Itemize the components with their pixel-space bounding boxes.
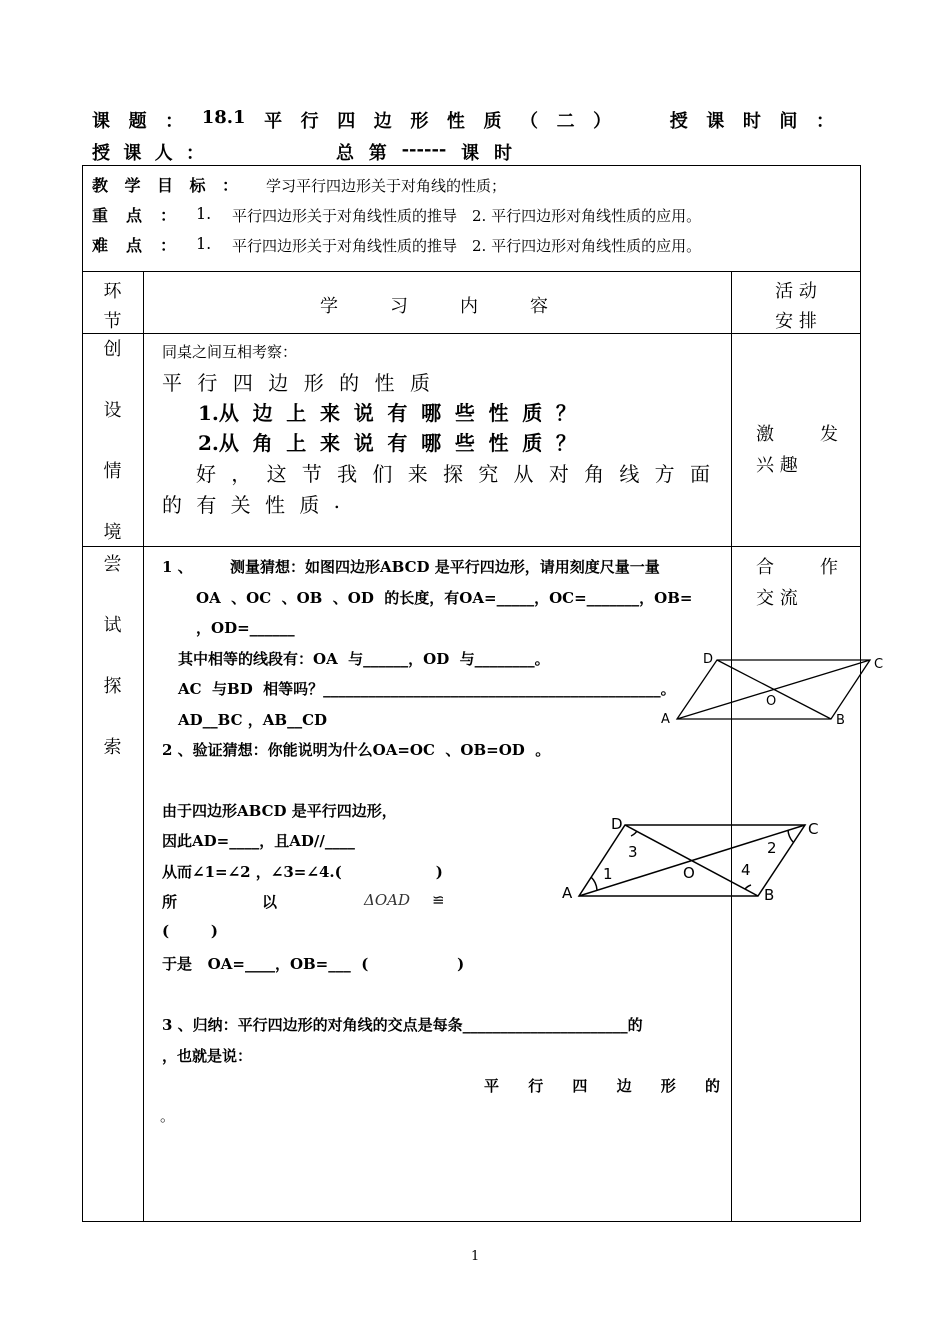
text-char: ？ [555, 431, 576, 455]
key-text: 平行四边形关于对角线性质的推导 2. 平行四边形对角线性质的应用。 [232, 207, 702, 225]
center-label: O [683, 864, 695, 882]
text-char: 究 [478, 462, 499, 486]
vertex-label: D [703, 652, 714, 667]
header-char: 第 [368, 143, 387, 164]
label-char: ： [221, 176, 238, 195]
header-char: 时 [493, 143, 512, 164]
q3-line3 [484, 1075, 720, 1096]
section2-activity-line2: 交 流 [756, 588, 798, 609]
label-char: 目 [156, 176, 173, 195]
header-row2a [92, 139, 204, 165]
text-char: 四 [232, 371, 253, 395]
vertex-label: C [874, 657, 884, 672]
header-char: 课 [92, 111, 110, 132]
text-char: 上 [286, 431, 307, 455]
angle-arc-1 [591, 877, 597, 890]
text-char: 从 [513, 462, 534, 486]
header-char: 节 [103, 311, 122, 332]
text-char: 方 [654, 462, 675, 486]
text-char: 有 [196, 493, 217, 517]
text-char: 角 [252, 431, 273, 455]
header-char: 内 [460, 296, 478, 317]
objective-label [92, 173, 238, 196]
label-char: 点 [125, 206, 142, 225]
angle-arc-2 [788, 830, 793, 842]
stage-char: 索 [103, 737, 122, 758]
proof-line3: 从而∠1=∠2 ，∠3=∠4.( ) [162, 863, 443, 881]
vertex-label: C [808, 820, 819, 838]
activity-char: 发 [820, 424, 838, 445]
section1-line2 [198, 397, 576, 426]
text-char: 哪 [421, 431, 442, 455]
text-char: 性 [264, 493, 285, 517]
header-char: 学 [320, 296, 338, 317]
q1-line4: 其中相等的线段有：OA 与______，OD 与________。 [178, 650, 550, 668]
label-char: 学 [124, 176, 141, 195]
angle-label: 1 [603, 865, 613, 883]
vertex-label: A [562, 884, 573, 902]
stage-char: 尝 [103, 554, 122, 575]
objective-text: 学习平行四边形关于对角线的性质； [266, 177, 507, 195]
label-char: 标 [189, 176, 206, 195]
header-char: 间 [779, 111, 798, 132]
q2-text: 2 、验证猜想：你能说明为什么OA=OC 、OB=OD 。 [162, 741, 551, 759]
stage-char: 探 [103, 676, 122, 697]
text-char: 好 [196, 462, 216, 486]
section1-line1 [162, 367, 430, 396]
text-char: 上 [286, 401, 307, 425]
header-char: 环 [103, 281, 122, 302]
text-char: 质 [299, 493, 320, 517]
label-char: 教 [92, 176, 109, 195]
text-char: 关 [230, 493, 251, 517]
table-divider [143, 271, 144, 1222]
difficult-text: 平行四边形关于对角线性质的推导 2. 平行四边形对角线性质的应用。 [232, 237, 702, 255]
label-char: ： [159, 236, 176, 255]
center-label: O [766, 694, 777, 709]
q1-text: 测量猜想：如图四边形ABCD 是平行四边形，请用刻度尺量一量 [230, 558, 660, 576]
header-char: 形 [410, 111, 429, 132]
activity-char: 合 [756, 557, 774, 578]
table-divider [82, 271, 861, 272]
text-char: 性 [488, 401, 509, 425]
text-char: 这 [266, 462, 287, 486]
text-char: 些 [454, 401, 475, 425]
text-char: 说 [353, 431, 374, 455]
header-char: 性 [446, 111, 465, 132]
text-char: 说 [353, 401, 374, 425]
text-char: 来 [320, 431, 340, 455]
text-char: 形 [303, 371, 324, 395]
angle-label: 3 [628, 843, 638, 861]
text-char: 的 [162, 493, 182, 517]
proof-line5: ( ) [162, 922, 218, 940]
text-char: 些 [454, 431, 475, 455]
header-char: 习 [390, 296, 408, 317]
header-char: ： [185, 143, 204, 164]
activity-char: 激 [756, 424, 774, 445]
proof-line6: 于是 OA=____，OB=___ ( ) [162, 955, 465, 973]
text-char: 哪 [421, 401, 442, 425]
q3-text: 3 、归纳：平行四边形的对角线的交点是每条______________________的 [162, 1016, 643, 1034]
section1-line5 [162, 489, 340, 518]
label-char: ： [159, 206, 176, 225]
text-char: 来 [407, 462, 428, 486]
angle-label: 2 [767, 839, 777, 857]
text-char: 平 [162, 371, 182, 395]
header-char: 边 [373, 111, 392, 132]
stage-char: 情 [103, 461, 122, 482]
difficult-label [92, 233, 176, 256]
vertex-label: B [836, 713, 845, 728]
table-divider [731, 271, 732, 1222]
q1-line5: AC 与BD 相等吗？_____________________________________________。 [178, 680, 676, 698]
text-char: 质 [522, 401, 543, 425]
text-char: 线 [619, 462, 640, 486]
table-divider [82, 546, 861, 547]
text-char: 的 [339, 371, 360, 395]
header-char: 人 [154, 143, 173, 164]
text-char: 性 [374, 371, 395, 395]
text-char: 有 [387, 431, 408, 455]
section1-line3 [198, 427, 576, 456]
header-line: 安 排 [775, 311, 817, 332]
header-char: 授 [669, 111, 688, 132]
section2-activity-line1 [756, 553, 838, 579]
proof-line4-b: 以 [262, 893, 278, 911]
q1-line6: AD__BC ，AB__CD [178, 711, 328, 729]
text-char: 角 [584, 462, 605, 486]
vertex-label: A [661, 712, 670, 727]
section1-activity-line2: 兴 趣 [756, 455, 798, 476]
text-char: 边 [252, 401, 273, 425]
diagonal-bd [625, 825, 758, 896]
angle-label: 4 [741, 861, 751, 879]
angle-arc-3 [631, 831, 637, 836]
text-char: 行 [528, 1077, 544, 1095]
q1-number: 1 、 [162, 558, 193, 576]
parallelogram-figure-2 [555, 812, 830, 907]
col-stage-header [82, 277, 143, 337]
parallelogram-figure-1 [655, 648, 890, 733]
key-label [92, 203, 176, 226]
angle-arc-4 [745, 885, 751, 889]
text-char: 质 [409, 371, 430, 395]
stage-char: 试 [103, 615, 122, 636]
text-char: 形 [660, 1077, 676, 1095]
text-char: 边 [616, 1077, 632, 1095]
text-char: 平 [484, 1077, 500, 1095]
section2-stage [82, 553, 143, 760]
text-char: 2.从 [198, 431, 239, 455]
text-char: 的 [704, 1077, 720, 1095]
section1-stage [82, 338, 143, 545]
q3-line4: 。 [160, 1107, 176, 1125]
header-char: 题 [128, 111, 147, 132]
section1-activity-line1 [756, 420, 838, 446]
text-char: 对 [548, 462, 569, 486]
header-char: 四 [337, 111, 356, 132]
text-char: 我 [337, 462, 358, 486]
header-char: 时 [742, 111, 761, 132]
header-char: 平 [264, 111, 283, 132]
proof-line1: 由于四边形ABCD 是平行四边形， [162, 802, 397, 820]
header-char: 二 [556, 111, 575, 132]
vertex-label: D [611, 815, 623, 833]
text-char: 节 [301, 462, 322, 486]
text-char: ？ [555, 401, 576, 425]
col-content-header [320, 292, 548, 318]
text-char: 质 [522, 431, 543, 455]
section1-intro: 同桌之间互相考察： [162, 343, 298, 361]
text-char: 有 [387, 401, 408, 425]
header-char: （ [520, 111, 539, 132]
proof-line4-a: 所 [162, 893, 178, 911]
diagonal-bd [717, 660, 831, 719]
section1-line4 [196, 458, 710, 487]
header-char: ： [165, 111, 184, 132]
q1-line2: OA 、OC 、OB 、OD 的长度，有OA=_____，OC=_______，OB= [196, 589, 693, 607]
difficult-number: 1. [196, 234, 212, 253]
stage-char: 境 [103, 522, 122, 543]
text-char: 面 [689, 462, 710, 486]
header-char: 授 [92, 143, 110, 164]
lesson-number: 18.1 [201, 107, 246, 128]
text-char: 探 [442, 462, 463, 486]
stage-char: 设 [103, 400, 122, 421]
text-char: 四 [572, 1077, 588, 1095]
header-char: 课 [706, 111, 725, 132]
label-char: 重 [92, 206, 109, 225]
page-number: 1 [471, 1249, 480, 1264]
header-char: 总 [336, 143, 354, 164]
header-line: 活 动 [775, 281, 817, 302]
text-char: 1.从 [198, 401, 239, 425]
text-char: ， [231, 462, 252, 486]
key-number: 1. [196, 204, 212, 223]
text-char: . [333, 489, 340, 513]
text-char: 来 [320, 401, 340, 425]
stage-char: 创 [103, 339, 122, 360]
header-row2b [336, 139, 512, 165]
label-char: 难 [92, 236, 109, 255]
proof-line4-triangle: ΔOAD [364, 891, 410, 909]
header-char: ： [815, 111, 834, 132]
activity-char: 作 [820, 557, 838, 578]
vertex-label: B [764, 886, 775, 904]
text-char: 边 [268, 371, 289, 395]
proof-line2: 因此AD=____，且AD//____ [162, 832, 355, 850]
text-char: 性 [488, 431, 509, 455]
col-activity-header [731, 277, 861, 337]
header-char: ） [593, 111, 612, 132]
q1-line3: ，OD=______ [196, 619, 295, 637]
header-char: 课 [123, 143, 142, 164]
label-char: 点 [125, 236, 142, 255]
header-char: 容 [530, 296, 548, 317]
header-char: ------ [401, 139, 447, 160]
text-char: 行 [197, 371, 218, 395]
text-char: 们 [372, 462, 393, 486]
header-char: 质 [483, 111, 502, 132]
proof-line4-congruent: ≌ [432, 891, 445, 909]
header-row1 [92, 107, 834, 133]
header-char: 行 [300, 111, 319, 132]
header-char: 课 [461, 143, 480, 164]
q3-line2: ，也就是说： [162, 1047, 253, 1065]
